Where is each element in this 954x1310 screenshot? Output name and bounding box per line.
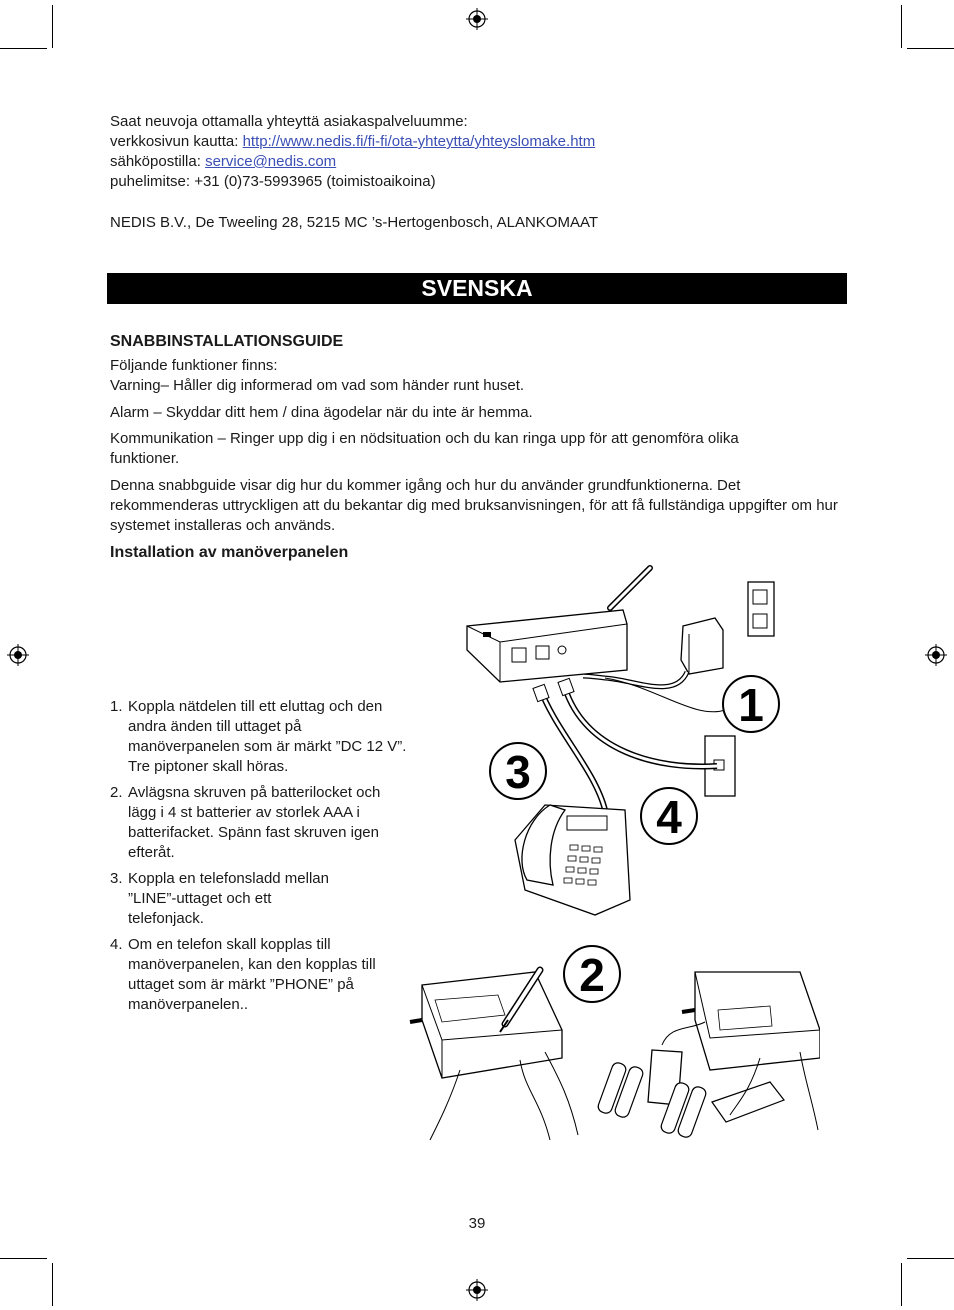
contact-email-label: sähköpostilla: — [110, 153, 206, 170]
callout-3-label: 3 — [505, 746, 531, 798]
battery-illustration — [400, 940, 820, 1150]
feature-alarm: Alarm – Skyddar ditt hem / dina ägodelar när du inte är hemma. — [110, 404, 533, 421]
step-item — [110, 783, 410, 863]
callout-1 — [723, 676, 779, 732]
feature-communication: Kommunikation – Ringer upp dig i en nödsituation och du kan ringa upp för att genomföra olika funktioner. — [110, 430, 739, 467]
features-intro: Följande funktioner finns: — [110, 357, 278, 374]
callout-4 — [641, 788, 697, 844]
contact-address: NEDIS B.V., De Tweeling 28, 5215 MC ’s-Hertogenbosch, ALANKOMAAT — [110, 214, 599, 231]
feature-warning: Varning– Håller dig informerad om vad som händer runt huset. — [110, 377, 525, 394]
step-text: Koppla en telefonsladd mellan ”LINE”-uttaget och ett telefonjack. — [128, 870, 329, 927]
contact-email-line — [110, 152, 336, 172]
crop-mark — [0, 1258, 47, 1259]
contact-intro: Saat neuvoja ottamalla yhteyttä asiakaspalveluumme: — [110, 113, 468, 130]
crop-mark — [0, 48, 47, 49]
crop-mark — [52, 1263, 53, 1306]
installation-illustration — [455, 560, 815, 920]
crop-mark — [907, 1258, 954, 1259]
contact-phone: puhelimitse: +31 (0)73-5993965 (toimistoaikoina) — [110, 173, 436, 190]
contact-web-label: verkkosivun kautta: — [110, 133, 243, 150]
step-item — [110, 935, 418, 1015]
registration-mark-icon — [925, 644, 947, 666]
step-item — [110, 697, 410, 777]
callout-1-label: 1 — [738, 679, 764, 731]
crop-mark — [52, 5, 53, 48]
crop-mark — [901, 5, 902, 48]
step-text: Avlägsna skruven på batterilocket och lägg i 4 st batterier av storlek AAA i batterifacket. Spänn fast skruven igen efteråt. — [128, 784, 381, 861]
registration-mark-icon — [466, 1279, 488, 1301]
step-item — [110, 869, 338, 929]
step-text: Om en telefon skall kopplas till manöverpanelen, kan den kopplas till uttaget som är märkt ”PHONE” på manöverpanelen.. — [128, 936, 376, 1013]
page-number: 39 — [468, 1215, 486, 1232]
installation-heading: Installation av manöverpanelen — [110, 544, 349, 561]
contact-email-link[interactable]: service@nedis.com — [205, 153, 337, 170]
callout-3 — [490, 743, 546, 799]
step-number: 3. — [110, 870, 123, 887]
callout-4-label: 4 — [656, 791, 682, 843]
step-text: Koppla nätdelen till ett eluttag och den andra änden till uttaget på manöverpanelen som är märkt ”DC 12 V”. Tre piptoner skall höras. — [128, 698, 407, 775]
step-number: 4. — [110, 936, 123, 953]
registration-mark-icon — [466, 8, 488, 30]
step-number: 1. — [110, 698, 123, 715]
language-banner: SVENSKA — [107, 273, 847, 304]
contact-web-line — [110, 132, 595, 152]
guide-intro-paragraph: Denna snabbguide visar dig hur du kommer igång och hur du använder grundfunktionerna. Det rekommenderas uttryckligen att du bekantar dig med bruksanvisningen, för att få fullständiga uppgifter om hur systemet installeras och används. — [110, 477, 838, 534]
installation-steps — [110, 697, 410, 1021]
guide-heading: SNABBINSTALLATIONSGUIDE — [110, 333, 344, 350]
registration-mark-icon — [7, 644, 29, 666]
crop-mark — [901, 1263, 902, 1306]
crop-mark — [907, 48, 954, 49]
step-number: 2. — [110, 784, 123, 801]
callout-2 — [564, 946, 620, 1002]
callout-2-label: 2 — [579, 949, 605, 1001]
contact-web-link[interactable]: http://www.nedis.fi/fi-fi/ota-yhteytta/yhteyslomake.htm — [242, 133, 596, 150]
